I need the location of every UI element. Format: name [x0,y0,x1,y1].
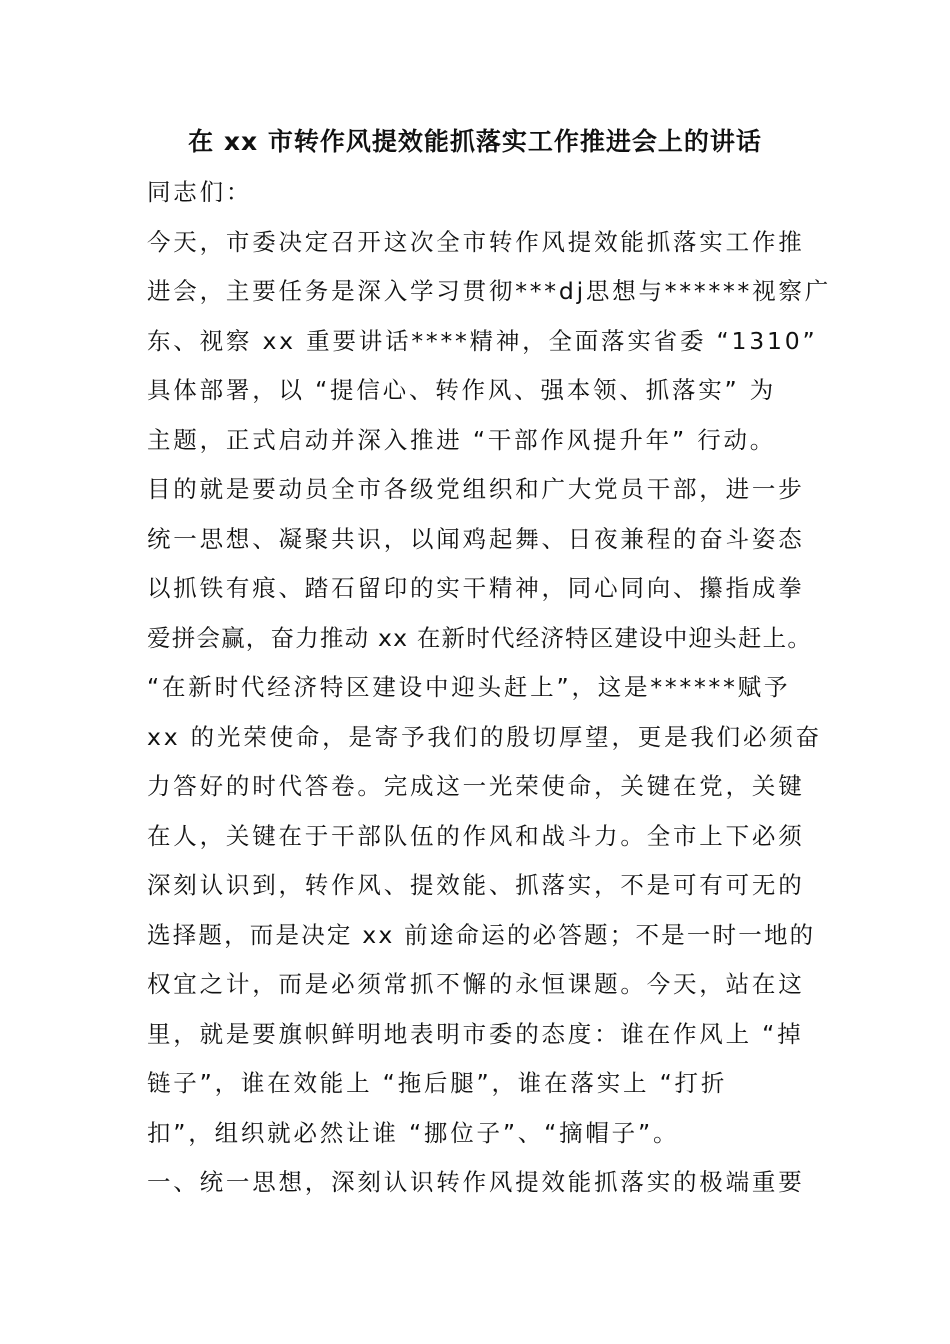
paragraph-line: 扣”，组织就必然让谁 “挪位子”、“摘帽子”。 [147,1118,680,1147]
paragraph-line: 深刻认识到，转作风、提效能、抓落实，不是可有可无的 [147,871,805,899]
paragraph-line: 在人，关键在于干部队伍的作风和战斗力。全市上下必须 [147,821,805,850]
paragraph-line: 今天，市委决定召开这次全市转作风提效能抓落实工作推 [147,227,805,256]
paragraph-line: 东、视察 xx 重要讲话****精神，全面落实省委 “1310” [147,326,818,355]
section-heading-line: 一、统一思想，深刻认识转作风提效能抓落实的极端重要 [147,1168,805,1196]
document-body [147,168,831,1208]
paragraph-line: 选择题，而是决定 xx 前途命运的必答题；不是一时一地的 [147,920,816,949]
paragraph-line: 里，就是要旗帜鲜明地表明市委的态度：谁在作风上 “掉 [147,1019,804,1048]
paragraph-line: 以抓铁有痕、踏石留印的实干精神，同心同向、攥指成拳 [147,574,805,602]
paragraph-line: 统一思想、凝聚共识，以闻鸡起舞、日夜兼程的奋斗姿态 [147,524,805,553]
paragraph-line: “在新时代经济特区建设中迎头赶上”，这是******赋予 [147,673,791,701]
paragraph-line: 爱拼会赢，奋力推动 xx 在新时代经济特区建设中迎头赶上。 [147,623,813,652]
paragraph-line: xx 的光荣使命，是寄予我们的殷切厚望，更是我们必须奋 [147,722,822,751]
document-title: 在 xx 市转作风提效能抓落实工作推进会上的讲话 [188,127,762,156]
paragraph-line: 目的就是要动员全市各级党组织和广大党员干部，进一步 [147,475,805,503]
paragraph-line: 链子”，谁在效能上 “拖后腿”，谁在落实上 “打折 [147,1069,728,1097]
paragraph-line: 进会，主要任务是深入学习贯彻***dj思想与******视察广 [147,277,831,305]
paragraph-line: 权宜之计，而是必须常抓不懈的永恒课题。今天，站在这 [147,970,805,998]
paragraph-line: 同志们： [147,178,253,206]
paragraph-line: 具体部署，以 “提信心、转作风、强本领、抓落实” 为 [147,376,777,404]
paragraph-line: 力答好的时代答卷。完成这一光荣使命，关键在党，关键 [147,772,805,800]
paragraph-line: 主题，正式启动并深入推进 “干部作风提升年” 行动。 [147,425,777,454]
